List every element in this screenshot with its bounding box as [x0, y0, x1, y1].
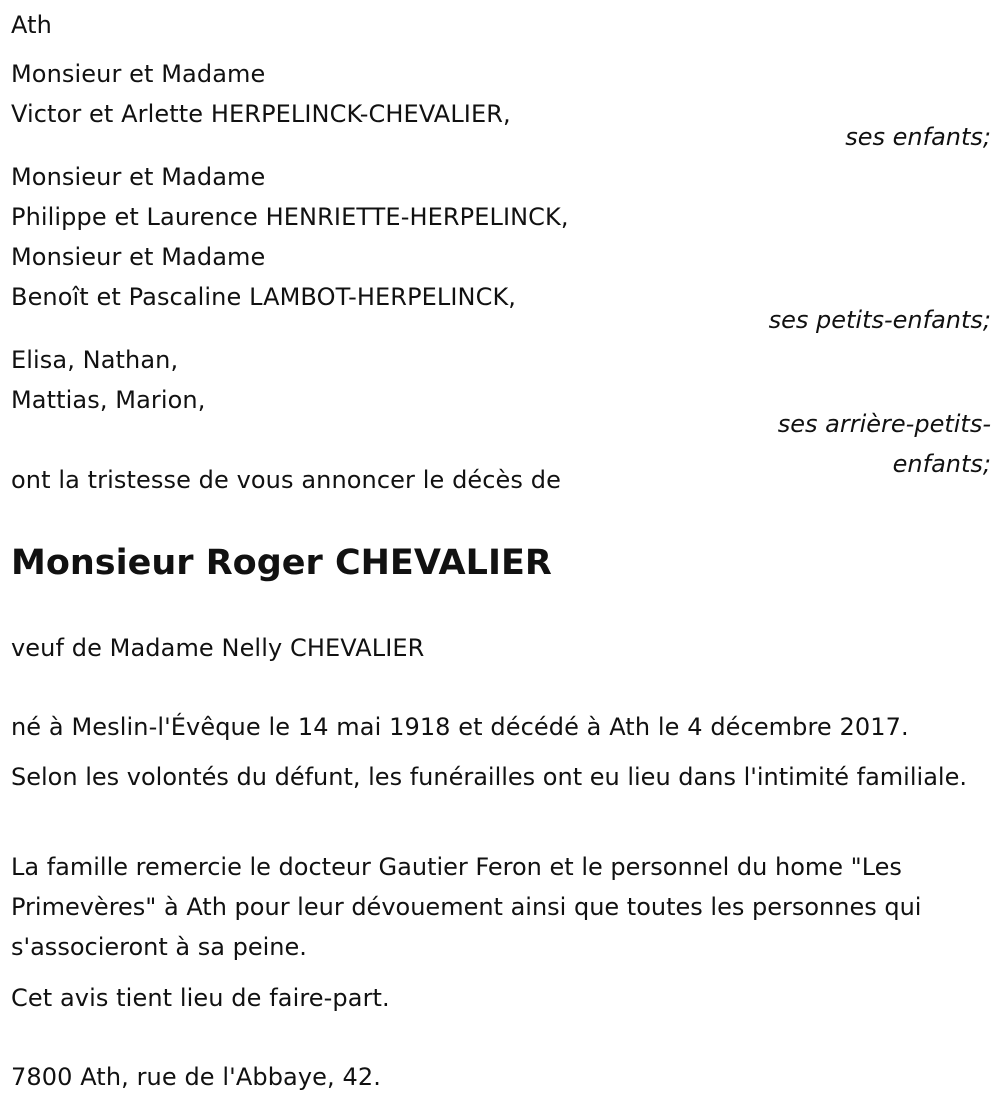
announcement-text: ont la tristesse de vous annoncer le décès de — [11, 466, 561, 494]
grandchildren-line-2: Philippe et Laurence HENRIETTE-HERPELINCK, — [11, 203, 569, 231]
grandchildren-line-4: Benoît et Pascaline LAMBOT-HERPELINCK, — [11, 283, 517, 311]
thanks-paragraph: La famille remercie le docteur Gautier Feron et le personnel du home "Les Primevères" à Ath pour leur dévouement ainsi que toutes les personnes qui s'associeront à sa peine. — [11, 853, 922, 961]
children-line-2: Victor et Arlette HERPELINCK-CHEVALIER, — [11, 100, 511, 128]
funeral-paragraph: Selon les volontés du défunt, les funérailles ont eu lieu dans l'intimité familiale. — [11, 763, 967, 791]
grandchildren-line-1: Monsieur et Madame — [11, 163, 266, 191]
city-heading: Ath — [11, 11, 52, 39]
children-line-1: Monsieur et Madame — [11, 60, 266, 88]
great-grandchildren-role-label-1: ses arrière-petits- — [777, 410, 991, 438]
address-text: 7800 Ath, rue de l'Abbaye, 42. — [11, 1063, 381, 1091]
widower-text: veuf de Madame Nelly CHEVALIER — [11, 634, 425, 662]
great-grandchildren-role-label-2: enfants; — [892, 450, 991, 478]
deceased-name: Monsieur Roger CHEVALIER — [11, 543, 552, 583]
notice-text: Cet avis tient lieu de faire-part. — [11, 984, 390, 1012]
birth-death-text: né à Meslin-l'Évêque le 14 mai 1918 et décédé à Ath le 4 décembre 2017. — [11, 713, 909, 741]
grandchildren-role-label: ses petits-enfants; — [768, 306, 991, 334]
great-grandchildren-line-2: Mattias, Marion, — [11, 386, 206, 414]
great-grandchildren-line-1: Elisa, Nathan, — [11, 346, 179, 374]
grandchildren-line-3: Monsieur et Madame — [11, 243, 266, 271]
children-role-label: ses enfants; — [845, 123, 991, 151]
